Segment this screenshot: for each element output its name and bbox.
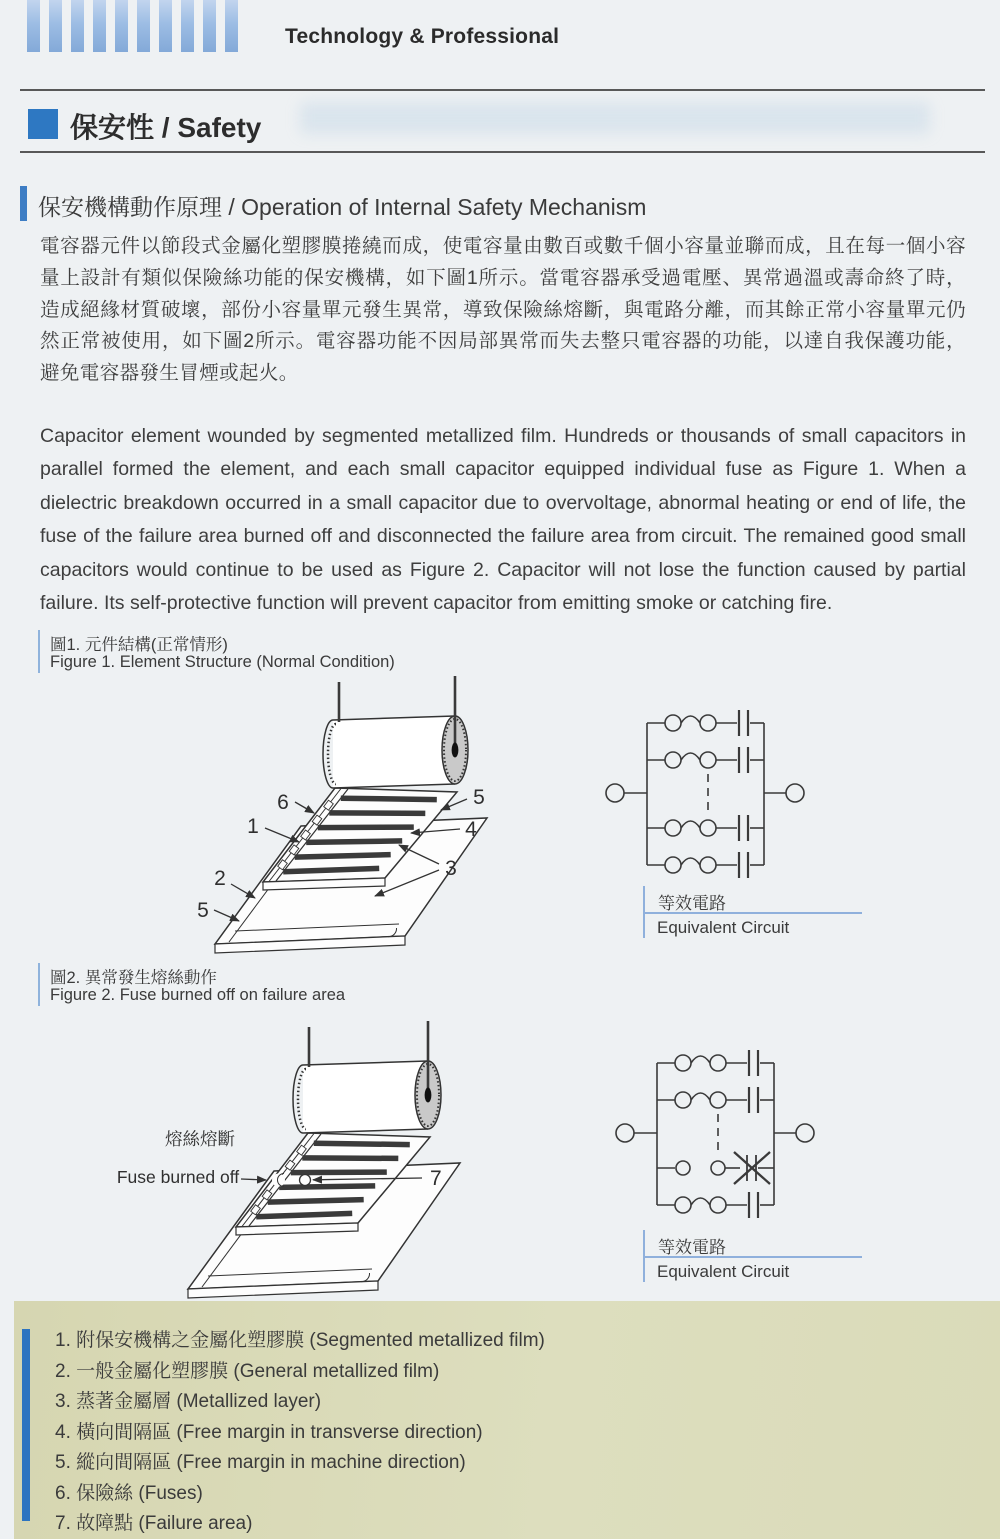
circuit-branch-1 <box>647 710 764 736</box>
circuit-branch-3-failed <box>657 1152 774 1184</box>
circuit-branch-3 <box>647 815 764 841</box>
callout-5-top: 5 <box>473 786 485 809</box>
legend-item-3: 3. 蒸著金屬層 (Metallized layer) <box>55 1391 322 1412</box>
callout-6: 6 <box>277 791 289 814</box>
paragraph-english: Capacitor element wounded by segmented metallized film. Hundreds or thousands of small capacitors in parallel formed the element, and each small capacitor equipped individual fuse as Figure 1. When a dielectric breakdown occurred in a small capacitor due to overvoltage, abnormal heating or end of life, the fuse of the failure area burned off and disconnected the failure area from circuit. The remained good small capacitors would continue to be used as Figure 2. Capacitor will not lose the function caused by partial failure. Its self-protective function will prevent capacitor from emitting smoke or catching fire. <box>40 425 966 615</box>
callout-2: 2 <box>214 867 226 890</box>
callout-7: 7 <box>430 1167 442 1190</box>
figure1-element-diagram <box>183 668 663 958</box>
circuit-branch-1 <box>657 1050 774 1076</box>
legend-item-2: 2. 一般金屬化塑膠膜 (General metallized film) <box>55 1360 440 1382</box>
divider-top <box>20 89 985 91</box>
terminal-right <box>796 1124 814 1142</box>
burned-fuse-gap <box>272 1174 285 1187</box>
legend-panel <box>14 1301 1000 1539</box>
figure1-caption-zh: 圖1. 元件結構(正常情形) <box>50 636 228 654</box>
figure2-equivalent-circuit <box>608 1032 898 1227</box>
print-bleedthrough-ghost <box>300 102 930 134</box>
callout-5-bottom: 5 <box>197 899 209 922</box>
figure2-circuit-caption-en: Equivalent Circuit <box>657 1262 790 1281</box>
section-accent-bar <box>20 186 27 221</box>
legend-list <box>55 1326 545 1539</box>
figure1-circuit-caption-line <box>644 912 862 914</box>
legend-item-6: 6. 保險絲 (Fuses) <box>55 1482 203 1504</box>
page-title: 保安性 / Safety <box>70 112 262 143</box>
callout-4: 4 <box>465 818 477 841</box>
fuse-burned-label-en: Fuse burned off <box>116 1167 240 1187</box>
legend-item-4: 4. 橫向間隔區 (Free margin in transverse direction) <box>55 1421 483 1443</box>
failure-point <box>300 1175 311 1186</box>
section-title: 保安機構動作原理 / Operation of Internal Safety Mechanism <box>38 194 647 220</box>
callout-3: 3 <box>445 857 457 880</box>
banner-square-icon <box>28 109 58 139</box>
fuse-burned-label-zh: 熔絲熔斷 <box>165 1129 235 1149</box>
figure1-caption-en: Figure 1. Element Structure (Normal Condition) <box>50 653 395 671</box>
legend-item-5: 5. 縱向間隔區 (Free margin in machine direction) <box>55 1452 466 1473</box>
legend-item-1: 1. 附保安機構之金屬化塑膠膜 (Segmented metallized film) <box>55 1330 545 1351</box>
figure1-caption-bar <box>38 630 40 673</box>
circuit-branch-4 <box>657 1192 774 1218</box>
divider-banner <box>20 151 985 153</box>
header-stripes-decoration <box>27 0 247 52</box>
figure1-circuit-caption-en: Equivalent Circuit <box>657 918 790 937</box>
legend-accent-bar <box>22 1329 30 1521</box>
figure1-equivalent-circuit <box>598 692 888 887</box>
figure2-caption-bar <box>38 963 40 1006</box>
callout-1: 1 <box>247 815 259 838</box>
circuit-branch-2 <box>647 747 764 773</box>
film-roll <box>323 716 468 788</box>
paragraph-chinese: 電容器元件以節段式金屬化塑膠膜捲繞而成，使電容量由數百或數千個小容量並聯而成，且在每一個小容量上設計有類似保險絲功能的保安機構，如下圖1所示。當電容器承受過電壓、異常過溫或壽命終了時，造成絕緣材質破壞，部份小容量單元發生異常，導致保險絲熔斷，與電路分離，而其餘正常小容量單元仍然正常被使用，如下圖2所示。電容器功能不因局部異常而失去整只電容器的功能，以達自我保護功能，避免電容器發生冒煙或起火。 <box>40 235 966 385</box>
terminal-left <box>606 784 624 802</box>
figure2-caption-zh: 圖2. 異常發生熔絲動作 <box>50 969 217 987</box>
circuit-branch-2 <box>657 1087 774 1113</box>
terminal-left <box>616 1124 634 1142</box>
figure2-circuit-caption-zh: 等效電路 <box>658 1238 726 1257</box>
terminal-right <box>786 784 804 802</box>
film-roll <box>293 1061 441 1133</box>
brand-text: Technology & Professional <box>285 25 560 48</box>
circuit-branch-4 <box>647 852 764 878</box>
figure2-caption-en: Figure 2. Fuse burned off on failure area <box>50 986 346 1004</box>
figure2-circuit-caption-line <box>644 1256 862 1258</box>
legend-item-7: 7. 故障點 (Failure area) <box>55 1513 253 1534</box>
figure1-circuit-caption-zh: 等效電路 <box>658 894 726 913</box>
figure2-element-diagram <box>100 1015 660 1305</box>
